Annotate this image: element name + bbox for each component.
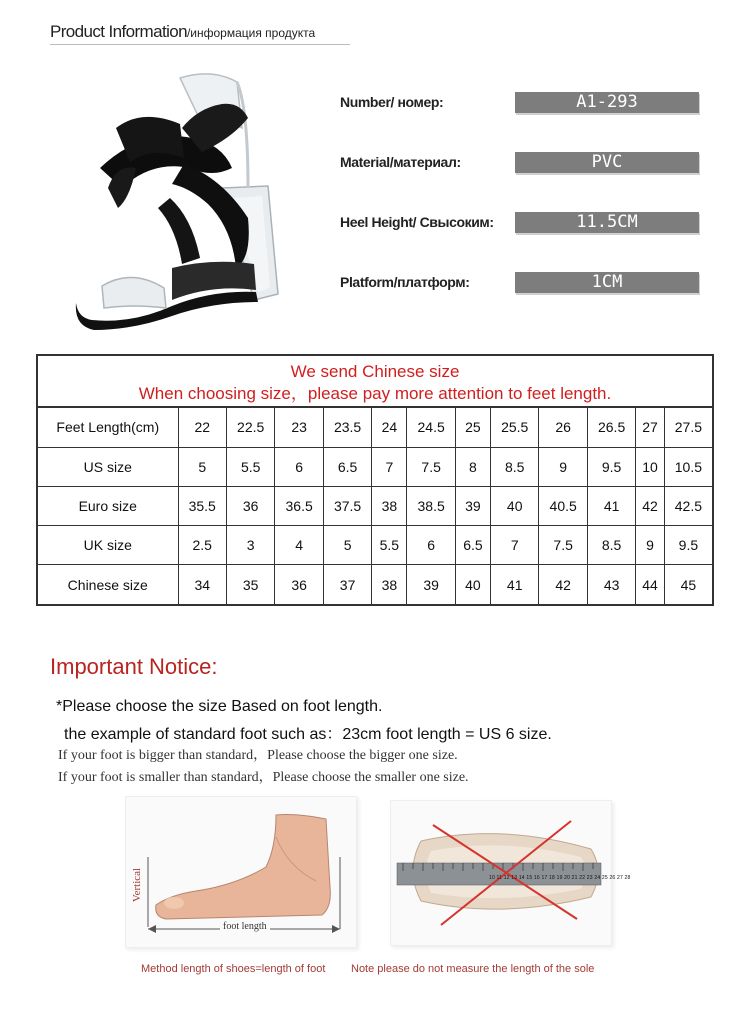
size-cell: 42 bbox=[539, 565, 587, 604]
size-row-label: US size bbox=[38, 447, 178, 486]
size-cell: 39 bbox=[407, 565, 455, 604]
size-row bbox=[38, 565, 712, 604]
size-cell: 36.5 bbox=[275, 486, 323, 525]
size-cell: 23 bbox=[275, 408, 323, 447]
header-divider bbox=[50, 44, 350, 45]
size-cell: 8 bbox=[455, 447, 490, 486]
spec-label-platform: Platform/платформ: bbox=[340, 274, 470, 290]
size-cell: 25 bbox=[455, 408, 490, 447]
spec-row-heel-height bbox=[340, 212, 700, 234]
size-cell: 41 bbox=[490, 565, 538, 604]
size-grid bbox=[38, 408, 712, 604]
ruler-numbers: 10 11 12 13 14 15 16 17 18 19 20 21 22 23 24 25 26 27 28 bbox=[489, 875, 631, 881]
size-cell: 45 bbox=[664, 565, 712, 604]
notice-line-4: If your foot is smaller than standard，Please choose the smaller one size. bbox=[58, 770, 469, 785]
size-row bbox=[38, 486, 712, 525]
size-cell: 35 bbox=[226, 565, 274, 604]
size-cell: 37 bbox=[323, 565, 371, 604]
size-cell: 2.5 bbox=[178, 526, 226, 565]
size-cell: 23.5 bbox=[323, 408, 371, 447]
spec-row-platform bbox=[340, 272, 700, 294]
size-cell: 9 bbox=[539, 447, 587, 486]
size-cell: 9 bbox=[636, 526, 664, 565]
size-cell: 7 bbox=[490, 526, 538, 565]
size-row-label: UK size bbox=[38, 526, 178, 565]
size-cell: 34 bbox=[178, 565, 226, 604]
size-cell: 7 bbox=[372, 447, 407, 486]
size-cell: 7.5 bbox=[539, 526, 587, 565]
size-cell: 44 bbox=[636, 565, 664, 604]
size-cell: 37.5 bbox=[323, 486, 371, 525]
spec-value-material: PVC bbox=[515, 152, 699, 173]
size-cell: 22 bbox=[178, 408, 226, 447]
size-cell: 22.5 bbox=[226, 408, 274, 447]
size-cell: 7.5 bbox=[407, 447, 455, 486]
size-notice-line1: We send Chinese size bbox=[290, 362, 460, 381]
spec-value-number: A1-293 bbox=[515, 92, 699, 113]
size-cell: 4 bbox=[275, 526, 323, 565]
size-cell: 25.5 bbox=[490, 408, 538, 447]
size-row bbox=[38, 408, 712, 447]
size-notice-line2: When choosing size，please pay more attention to feet length. bbox=[138, 384, 612, 403]
size-cell: 5.5 bbox=[226, 447, 274, 486]
size-cell: 9.5 bbox=[664, 526, 712, 565]
size-cell: 8.5 bbox=[490, 447, 538, 486]
right-caption: Note please do not measure the length of the sole bbox=[351, 963, 595, 975]
size-cell: 9.5 bbox=[587, 447, 635, 486]
product-image bbox=[72, 68, 292, 348]
size-cell: 36 bbox=[275, 565, 323, 604]
size-cell: 6 bbox=[275, 447, 323, 486]
size-cell: 38.5 bbox=[407, 486, 455, 525]
size-cell: 38 bbox=[372, 565, 407, 604]
header-title: Product Information bbox=[50, 22, 187, 41]
spec-label-heel-height: Heel Height/ Свысоким: bbox=[340, 214, 494, 230]
notice-line-3: If your foot is bigger than standard，Please choose the bigger one size. bbox=[58, 748, 458, 763]
size-cell: 6.5 bbox=[455, 526, 490, 565]
product-info-header bbox=[50, 22, 315, 42]
size-cell: 35.5 bbox=[178, 486, 226, 525]
size-cell: 10 bbox=[636, 447, 664, 486]
size-cell: 6.5 bbox=[323, 447, 371, 486]
size-cell: 26.5 bbox=[587, 408, 635, 447]
notice-line-1: *Please choose the size Based on foot length. bbox=[56, 698, 383, 715]
spec-value-heel-height: 11.5CM bbox=[515, 212, 699, 233]
sole-drawing bbox=[391, 801, 613, 947]
size-cell: 42.5 bbox=[664, 486, 712, 525]
left-caption: Method length of shoes=length of foot bbox=[141, 963, 326, 975]
foot-length-label: foot length bbox=[220, 921, 270, 932]
size-row bbox=[38, 447, 712, 486]
spec-row-material bbox=[340, 152, 700, 174]
size-cell: 40 bbox=[455, 565, 490, 604]
spec-value-platform: 1CM bbox=[515, 272, 699, 293]
size-cell: 26 bbox=[539, 408, 587, 447]
size-row-label: Chinese size bbox=[38, 565, 178, 604]
size-cell: 40 bbox=[490, 486, 538, 525]
size-cell: 5 bbox=[323, 526, 371, 565]
size-chart bbox=[36, 354, 714, 606]
size-cell: 40.5 bbox=[539, 486, 587, 525]
size-cell: 41 bbox=[587, 486, 635, 525]
size-cell: 3 bbox=[226, 526, 274, 565]
vertical-label: Vertical bbox=[131, 867, 144, 903]
size-row-label: Feet Length(cm) bbox=[38, 408, 178, 447]
notice-line-2: the example of standard foot such as：23cm foot length = US 6 size. bbox=[64, 726, 552, 743]
size-cell: 24 bbox=[372, 408, 407, 447]
size-row bbox=[38, 526, 712, 565]
notice-title: Important Notice: bbox=[50, 654, 218, 679]
size-cell: 5 bbox=[178, 447, 226, 486]
size-cell: 27.5 bbox=[664, 408, 712, 447]
size-cell: 36 bbox=[226, 486, 274, 525]
header-title-ru: /информация продукта bbox=[186, 26, 316, 40]
size-cell: 38 bbox=[372, 486, 407, 525]
size-cell: 6 bbox=[407, 526, 455, 565]
size-cell: 27 bbox=[636, 408, 664, 447]
sole-measure-photo bbox=[390, 800, 631, 946]
size-cell: 43 bbox=[587, 565, 635, 604]
size-cell: 39 bbox=[455, 486, 490, 525]
size-row-label: Euro size bbox=[38, 486, 178, 525]
size-chart-notice bbox=[38, 356, 712, 408]
spec-label-material: Material/материал: bbox=[340, 154, 461, 170]
spec-label-number: Number/ номер: bbox=[340, 94, 444, 110]
size-cell: 10.5 bbox=[664, 447, 712, 486]
size-cell: 5.5 bbox=[372, 526, 407, 565]
size-cell: 24.5 bbox=[407, 408, 455, 447]
size-cell: 8.5 bbox=[587, 526, 635, 565]
size-cell: 42 bbox=[636, 486, 664, 525]
foot-measure-photo bbox=[125, 796, 357, 948]
spec-row-number bbox=[340, 92, 700, 114]
